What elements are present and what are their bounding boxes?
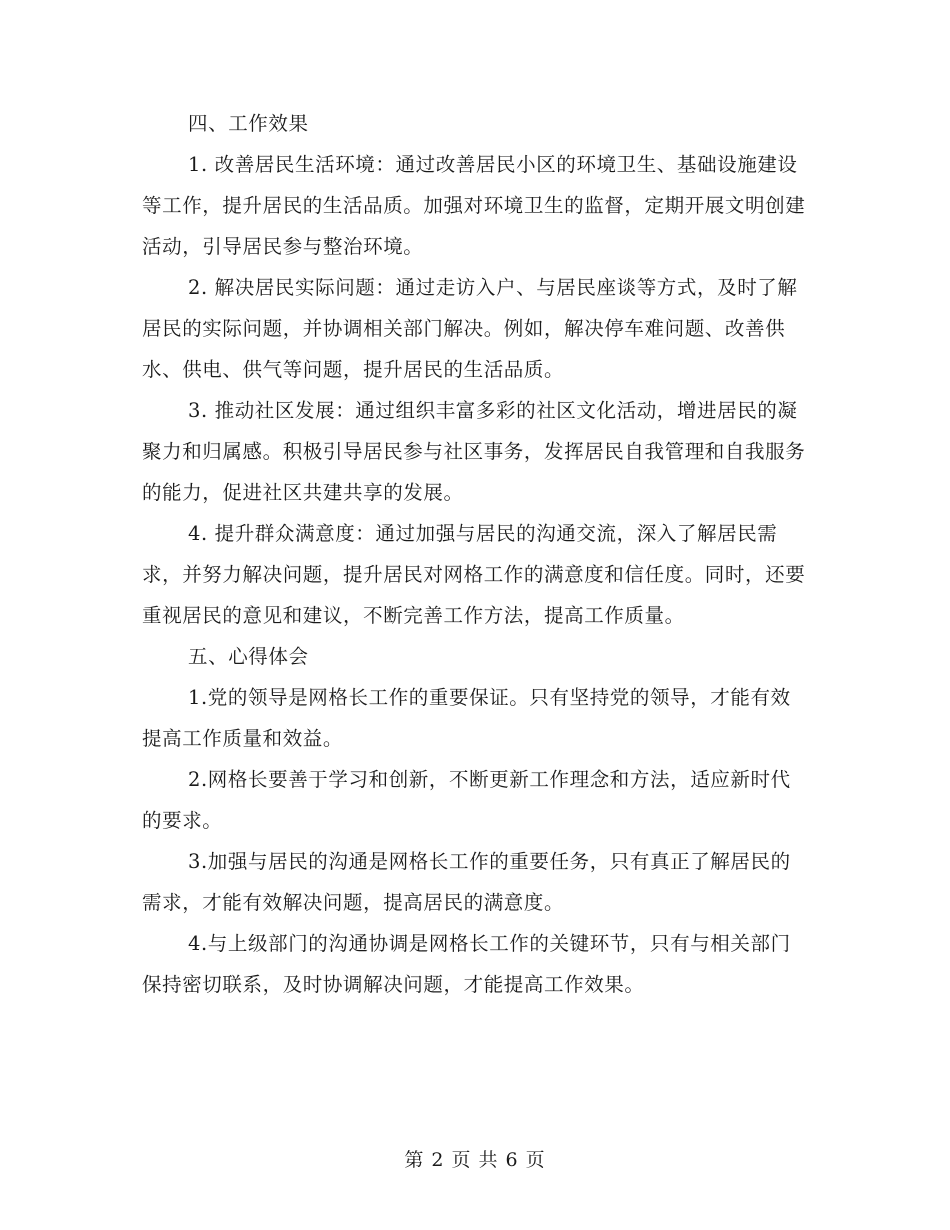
section-five-item-1: 1.党的领导是网格长工作的重要保证。只有坚持党的领导，才能有效提高工作质量和效益。	[142, 686, 791, 750]
document-body	[142, 103, 808, 1005]
section-four-item-2: 2. 解决居民实际问题：通过走访入户、与居民座谈等方式，及时了解居民的实际问题，并协调相关部门解决。例如，解决停车难问题、改善供水、供电、供气等问题，提升居民的生活品质。	[142, 276, 798, 381]
page-number-footer: 第 2 页 共 6 页	[404, 1149, 546, 1171]
section-four-item-1: 1. 改善居民生活环境：通过改善居民小区的环境卫生、基础设施建设等工作，提升居民的生活品质。加强对环境卫生的监督，定期开展文明创建活动，引导居民参与整治环境。	[142, 153, 806, 258]
section-five-item-2: 2.网格长要善于学习和创新，不断更新工作理念和方法，适应新时代的要求。	[142, 768, 791, 832]
section-five-heading: 五、心得体会	[188, 645, 309, 668]
section-five-item-3: 3.加强与居民的沟通是网格长工作的重要任务，只有真正了解居民的需求，才能有效解决问题，提高居民的满意度。	[142, 850, 791, 914]
section-four-item-4: 4. 提升群众满意度：通过加强与居民的沟通交流，深入了解居民需求，并努力解决问题，提升居民对网格工作的满意度和信任度。同时，还要重视居民的意见和建议，不断完善工作方法，提高工作质量。	[142, 522, 806, 627]
section-four-item-3: 3. 推动社区发展：通过组织丰富多彩的社区文化活动，增进居民的凝聚力和归属感。积极引导居民参与社区事务，发挥居民自我管理和自我服务的能力，促进社区共建共享的发展。	[142, 399, 806, 504]
section-five-item-4: 4.与上级部门的沟通协调是网格长工作的关键环节，只有与相关部门保持密切联系，及时协调解决问题，才能提高工作效果。	[142, 932, 791, 996]
section-four-heading: 四、工作效果	[188, 112, 309, 135]
